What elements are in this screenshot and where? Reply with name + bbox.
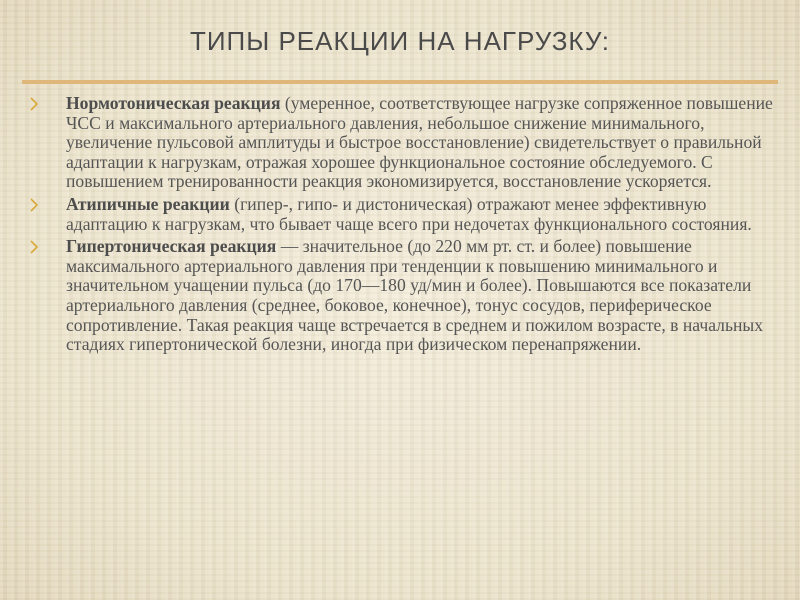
bullet-text: (умеренное, соответствующее нагрузке сопряженное повышение ЧСС и максимального артериального давления, небольшое снижение минимального, увеличение пульсовой амплитуды и быстрое восстановление) свидетельствует о правильной адаптации к нагрузкам, отражая хорошее функциональное состояние обследуемого. С повышением тренированности реакция экономизируется, восстановление ускоряется. [66, 93, 773, 192]
bullet-item-normotonic [30, 94, 775, 192]
slide-content [30, 94, 775, 358]
bullet-text: (гипер-, гипо- и дистоническая) отражают менее эффективную адаптацию к нагрузкам, что бывает чаще всего при недочетах функционального состояния. [66, 193, 752, 234]
bullet-term: Атипичные реакции [66, 193, 230, 214]
title-divider [22, 80, 778, 84]
bullet-term: Нормотоническая реакция [66, 93, 281, 113]
bullet-term: Гипертоническая реакция [66, 236, 277, 257]
bullet-icon [30, 240, 38, 254]
bullet-item-atypical [30, 195, 775, 234]
bullet-text: — значительное (до 220 мм рт. ст. и более) повышение максимального артериального давления при тенденции к повышению минимального и значительном учащении пульса (до 170—180 уд/мин и более). Повышаются все показатели артериального давления (среднее, боковое, конечное), тонус сосудов, периферическое сопротивление. Такая реакция чаще встречается в среднем и пожилом возрасте, в начальных стадиях гипертонической болезни, иногда при физическом перенапряжении. [66, 236, 763, 355]
bullet-icon [30, 97, 38, 111]
slide-title: ТИПЫ РЕАКЦИИ НА НАГРУЗКУ: [189, 26, 611, 56]
bullet-icon [30, 198, 38, 212]
bullet-item-hypertonic [30, 237, 775, 355]
